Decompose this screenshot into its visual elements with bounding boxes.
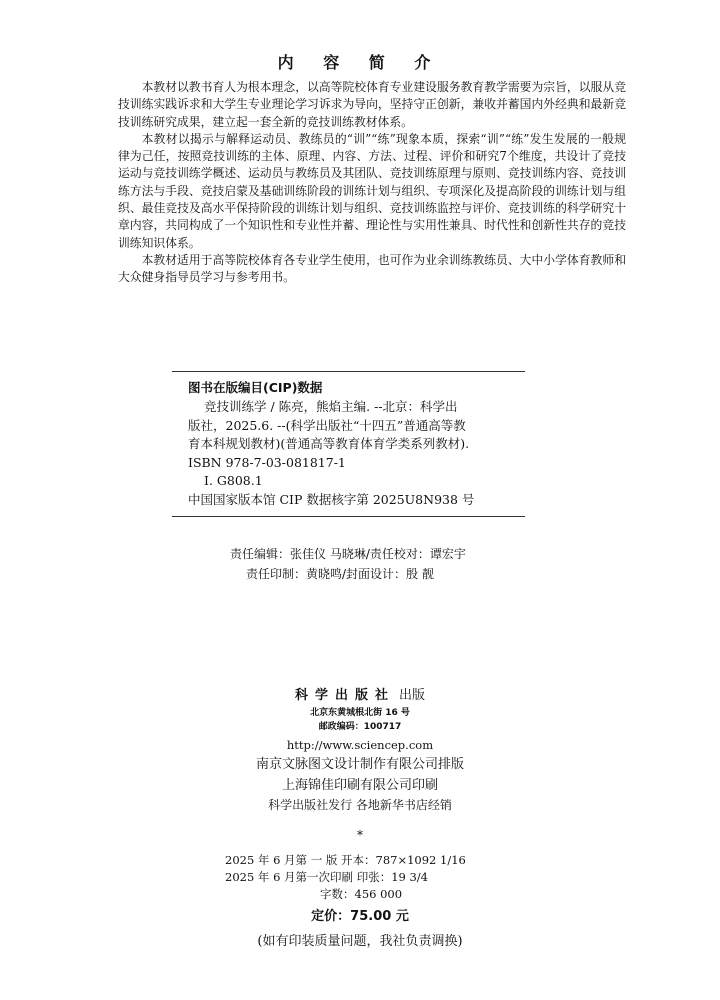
edition-line: 2025 年 6 月第 一 版 开本：787×1092 1/16	[225, 853, 466, 867]
cip-line-2: 版社，2025.6. --(科学出版社“十四五”普通高等教	[188, 417, 466, 433]
cip-classification: Ⅰ. G808.1	[204, 473, 263, 489]
publisher-suffix: 出版	[399, 688, 426, 703]
separator-star: *	[357, 828, 363, 842]
editor-credits-line-2: 责任印制：黄晓鸣/封面设计：殷 靓	[246, 567, 434, 581]
publisher-postcode: 邮政编码：100717	[318, 722, 402, 732]
summary-paragraph-1: 本教材以教书育人为根本理念，以高等院校体育专业建设服务教育教学需要为宗旨，以服从竞技训练实践诉求和大学生专业理论学习诉求为导向，坚持守正创新，兼收并蓄国内外经典和最新竞技训练研究成果，建立起一套全新的竞技训练教材体系。	[118, 80, 626, 129]
quality-note: (如有印装质量问题，我社负责调换)	[257, 934, 463, 949]
cip-record-number: 中国国家版本馆 CIP 数据核字第 2025U8N938 号	[188, 491, 475, 507]
content-summary	[118, 79, 626, 287]
publisher-url: http://www.sciencep.com	[286, 738, 434, 752]
word-count: 字数：456 000	[320, 887, 403, 901]
price: 定价：75.00 元	[311, 909, 409, 924]
publisher-address: 北京东黄城根北街 16 号	[310, 708, 410, 718]
printing-line: 2025 年 6 月第一次印刷 印张：19 3/4	[225, 870, 429, 884]
page-title: 内 容 简 介	[277, 53, 443, 72]
publisher-logo-text: 科学出版社	[294, 688, 395, 703]
summary-paragraph-3: 本教材适用于高等院校体育各专业学生使用，也可作为业余训练教练员、大中小学体育教师和大众健身指导员学习与参考用书。	[118, 252, 626, 285]
cip-body	[188, 398, 525, 510]
summary-paragraph-2: 本教材以揭示与解释运动员、教练员的“训”“练”现象本质，探索“训”“练”发生发展的一般规律为己任，按照竞技训练的主体、原理、内容、方法、过程、评价和研究7个维度，共设计了竞技运动与竞技训练学概述、运动员与教练员及其团队、竞技训练原理与原则、竞技训练内容、竞技训练方法与手段、竞技启蒙及基础训练阶段的训练计划与组织、专项深化及提高阶段的训练计划与组织、最佳竞技及高水平保持阶段的训练计划与组织、竞技训练监控与评价、竞技训练的科学研究十章内容，共同构成了一个知识性和专业性并蓄、理论性与实用性兼具、时代性和创新性共存的竞技训练知识体系。	[118, 131, 626, 250]
publisher-name	[0, 686, 720, 706]
cip-isbn: ISBN 978-7-03-081817-1	[188, 454, 346, 470]
printer: 上海锦佳印刷有限公司印刷	[281, 778, 438, 793]
distribution: 科学出版社发行 各地新华书店经销	[268, 798, 452, 812]
publisher-info	[0, 686, 720, 843]
cip-data-block	[172, 371, 525, 517]
cip-line-3: 育本科规划教材)(普通高等教育体育学类系列教材).	[188, 436, 470, 452]
cip-heading: 图书在版编目(CIP)数据	[188, 380, 323, 395]
editor-credits-line-1: 责任编辑：张佳仪 马晓琳/责任校对：谭宏宇	[230, 547, 466, 561]
typesetter: 南京文脉图文设计制作有限公司排版	[255, 757, 464, 772]
editor-credits	[230, 544, 530, 584]
cip-line-1: 竞技训练学 / 陈亮，熊焰主编. --北京：科学出	[204, 399, 458, 414]
print-specs	[225, 852, 525, 903]
